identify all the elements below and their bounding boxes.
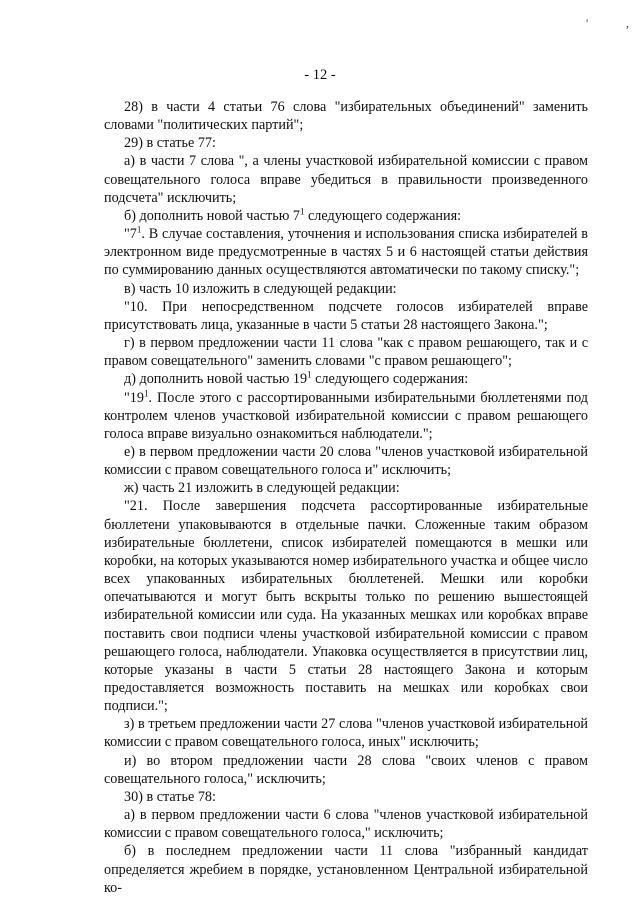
superscript: 1: [299, 206, 305, 217]
document-body: [104, 98, 588, 897]
paragraph: и) во втором предложении части 28 слова "своих членов с правом совещательного голоса," исключить;: [104, 752, 588, 787]
paragraph: 29) в статье 77:: [124, 135, 216, 152]
paragraph: г) в первом предложении части 11 слова "как с правом решающего, так и с правом совещательного" заменить словами "с правом решающего";: [104, 335, 588, 370]
margin-mark: ,: [626, 16, 629, 30]
paragraph: "10. При непосредственном подсчете голосов избирателей вправе присутствовать лица, указанные в части 5 статьи 28 настоящего Закона.";: [104, 298, 588, 333]
paragraph: а) в части 7 слова ", а члены участковой избирательной комиссии с правом совещательного голоса вправе убедиться в правильности произведенного подсчета" исключить;: [104, 153, 588, 206]
paragraph: б) в последнем предложении части 11 слова "избранный кандидат определяется жребием в порядке, установленном Центральной избирательной ко-: [104, 843, 588, 896]
paragraph: е) в первом предложении части 20 слова "членов участковой избирательной комиссии с правом совещательного голоса и" исключить;: [104, 443, 588, 479]
superscript: 1: [136, 224, 142, 235]
page-number: - 12 -: [304, 67, 336, 83]
superscript: 1: [143, 387, 149, 398]
paragraph: ж) часть 21 изложить в следующей редакции:: [124, 480, 400, 497]
superscript: 1: [307, 369, 312, 380]
paragraph: "$7^1$. В случае составления, уточнения и использования списка избирателей в электронном виде предусмотренные в частях 5 и 6 настоящей статьи действия по суммированию данных осуществляются автоматически по такому списку.";: [104, 224, 588, 279]
paragraph: з) в третьем предложении части 27 слова "членов участковой избирательной комиссии с правом совещательного голоса, иных" исключить;: [104, 716, 588, 751]
paragraph: "$19^1$. После этого с рассортированными избирательными бюллетенями под контролем членов участковой избирательной комиссии с правом решающего голоса вправе визуально ознакомиться наблюдатели.";: [104, 387, 588, 442]
paragraph: д) дополнить новой частью $19^1$ следующего содержания:: [124, 369, 469, 388]
paragraph: 30) в статье 78:: [124, 788, 216, 805]
margin-mark: ': [586, 16, 589, 30]
paragraph: а) в первом предложении части 6 слова "членов участковой избирательной комиссии с правом совещательного голоса," исключить;: [104, 807, 588, 842]
paragraph: 28) в части 4 статьи 76 слова "избирательных объединений" заменить словами "политических партий";: [104, 99, 588, 134]
paragraph: "21. После завершения подсчета рассортированные избирательные бюллетени упаковываются в отдельные пачки. Сложенные таким образом избирательные бюллетени, список избирателей помещаются в мешки или коробки, на которых указываются номер избирательного участка и общее число всех упакованных избирательных бюллетеней. Мешки или коробки опечатываются и могут быть вскрыты только по решению вышестоящей избирательной комиссии или суда. На указанных мешках или коробках вправе поставить свои подписи члены участковой избирательной комиссии с правом решающего голоса, наблюдатели. Упаковка осуществляется в присутствии лиц, которые указаны в части 5 статьи 28 настоящего Закона и которым предоставляется возможность поставить на мешках или коробках свои подписи.";: [104, 498, 588, 715]
paragraph: б) дополнить новой частью $7^1$ следующего содержания:: [124, 206, 462, 224]
paragraph: в) часть 10 изложить в следующей редакции:: [124, 280, 397, 297]
